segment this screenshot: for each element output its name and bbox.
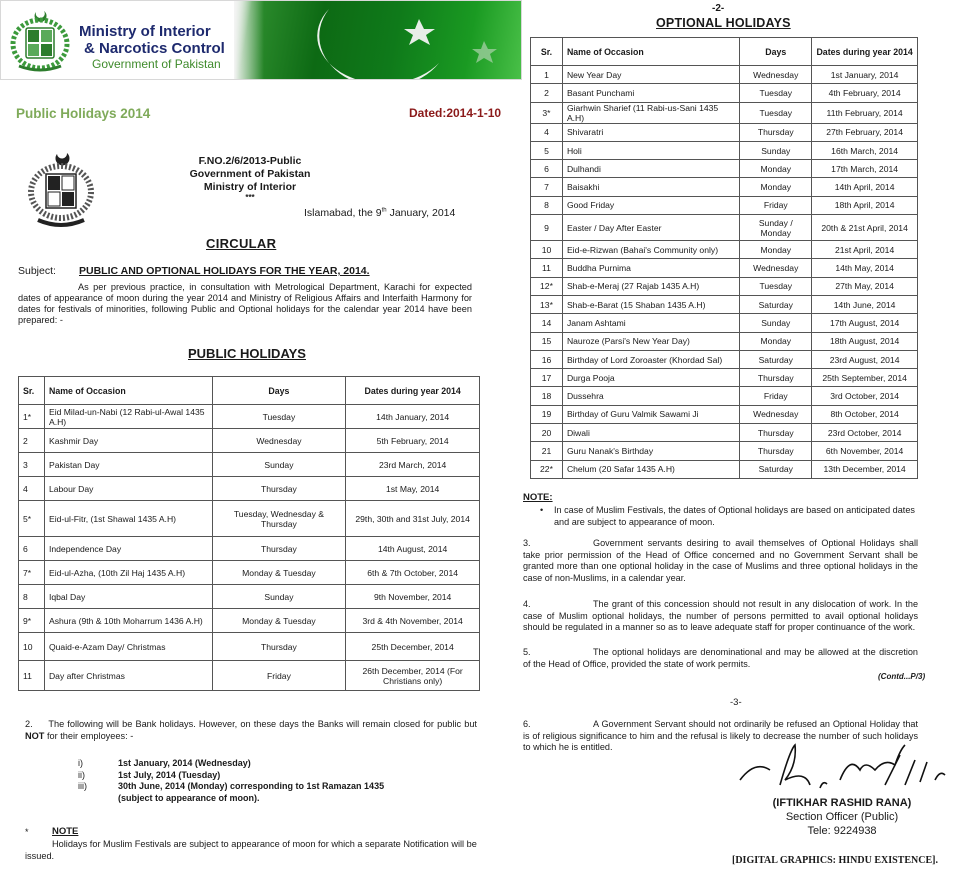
- paragraph-5: 5. The optional holidays are denominational and may be allowed at the discretion of the Head of Office, provided the state of work permits.: [523, 647, 918, 669]
- page-title: Public Holidays 2014: [16, 106, 151, 121]
- watermark-credit: [DIGITAL GRAPHICS: HINDU EXISTENCE].: [732, 855, 938, 866]
- cell-days: Tuesday: [740, 84, 812, 102]
- cell-sr: 11: [531, 259, 563, 277]
- cell-days: Saturday: [740, 460, 812, 478]
- cell-days: Thursday: [212, 477, 346, 501]
- table-row: [531, 295, 918, 313]
- table-row: [19, 609, 480, 633]
- cell-date: 23rd March, 2014: [346, 453, 480, 477]
- cell-date: 8th October, 2014: [812, 405, 918, 423]
- cell-occasion: Eid-ul-Azha, (10th Zil Haj 1435 A.H): [44, 561, 212, 585]
- table-row: [19, 633, 480, 661]
- table-row: [19, 561, 480, 585]
- cell-sr: 1*: [19, 405, 45, 429]
- cell-sr: 18: [531, 387, 563, 405]
- cell-occasion: Baisakhi: [562, 178, 739, 196]
- cell-sr: 22*: [531, 460, 563, 478]
- page-number-2: -2-: [712, 3, 725, 14]
- table-row: [531, 102, 918, 123]
- cell-sr: 19: [531, 405, 563, 423]
- table-row: [531, 442, 918, 460]
- cell-date: 14th June, 2014: [812, 295, 918, 313]
- table-row: [531, 241, 918, 259]
- cell-date: 23rd August, 2014: [812, 350, 918, 368]
- column-header-days: Days: [740, 38, 812, 66]
- table-row: [19, 661, 480, 691]
- page-number-3: -3-: [730, 697, 742, 708]
- table-row: [531, 314, 918, 332]
- cell-days: Thursday: [740, 123, 812, 141]
- cell-date: 18th August, 2014: [812, 332, 918, 350]
- cell-date: 27th May, 2014: [812, 277, 918, 295]
- table-row: [531, 215, 918, 241]
- paragraph-6: 6. A Government Servant should not ordinarily be refused an Optional Holiday that is of religious significance to him and the refusal is likely to decrease the number of such holidays to which he is entitled.: [523, 719, 918, 752]
- cell-sr: 8: [19, 585, 45, 609]
- ministry-banner: [0, 0, 522, 80]
- cell-occasion: Quaid-e-Azam Day/ Christmas: [44, 633, 212, 661]
- paragraph-3: 3. Government servants desiring to avail themselves of Optional Holidays shall take prior permission of the Head of Office concerned and no Government Servant shall be granted more than one optional holiday in the case of Muslims and three optional holidays in the case of non-Muslims, in a calendar year.: [523, 538, 918, 583]
- cell-occasion: Janam Ashtami: [562, 314, 739, 332]
- cell-date: 20th & 21st April, 2014: [812, 215, 918, 241]
- cell-date: 17th March, 2014: [812, 160, 918, 178]
- optional-note-label: NOTE:: [523, 492, 553, 503]
- table-row: [531, 332, 918, 350]
- bank-holidays-list: [78, 758, 384, 804]
- cell-days: Tuesday: [212, 405, 346, 429]
- cell-date: 11th February, 2014: [812, 102, 918, 123]
- optional-holidays-heading: OPTIONAL HOLIDAYS: [656, 16, 791, 30]
- cell-days: Sunday: [212, 453, 346, 477]
- file-reference: [160, 155, 340, 202]
- cell-sr: 10: [531, 241, 563, 259]
- table-header-row: [19, 377, 480, 405]
- table-row: [531, 350, 918, 368]
- cell-sr: 9*: [19, 609, 45, 633]
- cell-date: 14th May, 2014: [812, 259, 918, 277]
- cell-occasion: Iqbal Day: [44, 585, 212, 609]
- cell-days: Thursday: [740, 442, 812, 460]
- column-header-days: Days: [212, 377, 346, 405]
- cell-occasion: Dulhandi: [562, 160, 739, 178]
- cell-sr: 8: [531, 196, 563, 214]
- cell-days: Thursday: [740, 369, 812, 387]
- cell-sr: 2: [19, 429, 45, 453]
- table-row: [19, 537, 480, 561]
- cell-occasion: Giarhwin Sharief (11 Rabi-us-Sani 1435 A.H): [562, 102, 739, 123]
- cell-sr: 4: [531, 123, 563, 141]
- cell-occasion: Durga Pooja: [562, 369, 739, 387]
- circular-heading: CIRCULAR: [206, 236, 277, 251]
- table-row: [531, 460, 918, 478]
- cell-sr: 4: [19, 477, 45, 501]
- table-row: [19, 429, 480, 453]
- cell-sr: 21: [531, 442, 563, 460]
- cell-occasion: Birthday of Guru Valmik Sawami Ji: [562, 405, 739, 423]
- state-emblem-icon: [26, 150, 96, 228]
- file-number: F.NO.2/6/2013-Public: [198, 155, 302, 167]
- signatory-name: (IFTIKHAR RASHID RANA): [772, 797, 912, 809]
- cell-date: 14th August, 2014: [346, 537, 480, 561]
- cell-occasion: Chelum (20 Safar 1435 A.H): [562, 460, 739, 478]
- cell-days: Monday: [740, 160, 812, 178]
- cell-days: Monday: [740, 241, 812, 259]
- cell-occasion: Good Friday: [562, 196, 739, 214]
- list-item: iii) 30th June, 2014 (Monday) corresponding to 1st Ramazan 1435: [78, 781, 385, 791]
- cell-sr: 3: [19, 453, 45, 477]
- banner-government: Government of Pakistan: [92, 57, 221, 71]
- dated-label: Dated:2014-1-10: [409, 106, 502, 120]
- place-and-date: Islamabad, the 9th January, 2014: [304, 207, 456, 219]
- cell-occasion: Independence Day: [44, 537, 212, 561]
- column-header-name: Name of Occasion: [44, 377, 212, 405]
- cell-days: Friday: [212, 661, 346, 691]
- cell-date: 17th August, 2014: [812, 314, 918, 332]
- cell-date: 6th November, 2014: [812, 442, 918, 460]
- cell-days: Monday: [740, 332, 812, 350]
- cell-date: 26th December, 2014 (For Christians only): [346, 661, 480, 691]
- cell-days: Thursday: [740, 424, 812, 442]
- cell-date: 5th February, 2014: [346, 429, 480, 453]
- cell-sr: 16: [531, 350, 563, 368]
- cell-occasion: Dussehra: [562, 387, 739, 405]
- cell-occasion: Birthday of Lord Zoroaster (Khordad Sal): [562, 350, 739, 368]
- cell-sr: 11: [19, 661, 45, 691]
- cell-occasion: Diwali: [562, 424, 739, 442]
- government-name: Government of Pakistan: [189, 168, 311, 180]
- table-row: [531, 277, 918, 295]
- cell-occasion: Eid Milad-un-Nabi (12 Rabi-ul-Awal 1435 A.H): [44, 405, 212, 429]
- column-header-sr: Sr.: [531, 38, 563, 66]
- cell-date: 9th November, 2014: [346, 585, 480, 609]
- cell-days: Saturday: [740, 350, 812, 368]
- signatory-title: Section Officer (Public): [785, 811, 899, 823]
- public-holidays-heading: PUBLIC HOLIDAYS: [188, 346, 306, 361]
- cell-days: Saturday: [740, 295, 812, 313]
- cell-date: 27th February, 2014: [812, 123, 918, 141]
- cell-date: 3rd October, 2014: [812, 387, 918, 405]
- table-row: [531, 369, 918, 387]
- cell-date: 23rd October, 2014: [812, 424, 918, 442]
- paragraph-4: 4. The grant of this concession should not result in any dislocation of work. In the case of Muslim optional holidays, the number of persons permitted to avail optional holidays should be regulated in a manner so as to leave adequate staff for proper continuance of the work.: [523, 599, 918, 632]
- intro-paragraph: As per previous practice, in consultation with Metrological Department, Karachi for expected dates of appearance of moon during the year 2014 and Ministry of Religious Affairs and Interfaith Harmony for dates for festivals of minorities, following Public and Optional holidays for the calendar year 2014 have been prepared: -: [18, 282, 472, 325]
- cell-occasion: Pakistan Day: [44, 453, 212, 477]
- cell-days: Monday & Tuesday: [212, 561, 346, 585]
- optional-holidays-table: [530, 37, 918, 479]
- cell-occasion: Shab-e-Meraj (27 Rajab 1435 A.H): [562, 277, 739, 295]
- column-header-name: Name of Occasion: [562, 38, 739, 66]
- pakistan-flag-crescent-star-icon: [234, 1, 522, 80]
- bank-holidays-paragraph: 2. The following will be Bank holidays. However, on these days the Banks will remain closed for public but NOT for their employees: -: [25, 719, 477, 741]
- cell-sr: 15: [531, 332, 563, 350]
- cell-sr: 1: [531, 66, 563, 84]
- cell-days: Wednesday: [740, 405, 812, 423]
- cell-days: Sunday / Monday: [740, 215, 812, 241]
- cell-days: Sunday: [740, 314, 812, 332]
- cell-date: 1st May, 2014: [346, 477, 480, 501]
- list-item-note: (subject to appearance of moon).: [118, 792, 260, 803]
- cell-date: 1st January, 2014: [812, 66, 918, 84]
- table-row: [531, 84, 918, 102]
- cell-sr: 7: [531, 178, 563, 196]
- ministry-name: Ministry of Interior: [203, 181, 297, 193]
- cell-sr: 12*: [531, 277, 563, 295]
- cell-days: Monday: [740, 178, 812, 196]
- table-row: [19, 477, 480, 501]
- cell-occasion: Basant Punchami: [562, 84, 739, 102]
- cell-sr: 14: [531, 314, 563, 332]
- table-row: [19, 405, 480, 429]
- table-row: [531, 196, 918, 214]
- table-row: [531, 259, 918, 277]
- subject-label: Subject:: [18, 265, 56, 277]
- cell-occasion: Eid-e-Rizwan (Bahai's Community only): [562, 241, 739, 259]
- cell-sr: 10: [19, 633, 45, 661]
- cell-days: Tuesday: [740, 102, 812, 123]
- cell-occasion: Shivaratri: [562, 123, 739, 141]
- cell-occasion: Holi: [562, 141, 739, 159]
- cell-days: Wednesday: [740, 66, 812, 84]
- cell-sr: 20: [531, 424, 563, 442]
- cell-occasion: Nauroze (Parsi's New Year Day): [562, 332, 739, 350]
- cell-date: 18th April, 2014: [812, 196, 918, 214]
- cell-sr: 17: [531, 369, 563, 387]
- cell-sr: 7*: [19, 561, 45, 585]
- pakistan-emblem-icon: [9, 6, 71, 74]
- table-row: [531, 141, 918, 159]
- cell-occasion: Eid-ul-Fitr, (1st Shawal 1435 A.H): [44, 501, 212, 537]
- cell-occasion: New Year Day: [562, 66, 739, 84]
- cell-sr: 6: [19, 537, 45, 561]
- cell-occasion: Buddha Purnima: [562, 259, 739, 277]
- cell-occasion: Guru Nanak's Birthday: [562, 442, 739, 460]
- cell-days: Thursday: [212, 537, 346, 561]
- cell-occasion: Labour Day: [44, 477, 212, 501]
- note-asterisk: *: [25, 827, 29, 837]
- cell-days: Wednesday: [212, 429, 346, 453]
- cell-sr: 2: [531, 84, 563, 102]
- public-holidays-table: [18, 376, 480, 691]
- cell-date: 25th September, 2014: [812, 369, 918, 387]
- list-item: ii) 1st July, 2014 (Tuesday): [78, 769, 221, 780]
- pakistan-flag-image: [234, 1, 522, 80]
- table-row: [531, 178, 918, 196]
- table-row: [531, 66, 918, 84]
- table-row: [531, 424, 918, 442]
- column-header-date: Dates during year 2014: [346, 377, 480, 405]
- cell-occasion: Ashura (9th & 10th Moharrum 1436 A.H): [44, 609, 212, 633]
- subject-text: PUBLIC AND OPTIONAL HOLIDAYS FOR THE YEAR, 2014.: [79, 265, 370, 277]
- banner-ministry-name: Ministry of Interior: [79, 23, 211, 40]
- signatory-block: [762, 796, 922, 838]
- cell-days: Wednesday: [740, 259, 812, 277]
- column-header-sr: Sr.: [19, 377, 45, 405]
- cell-occasion: Shab-e-Barat (15 Shaban 1435 A.H): [562, 295, 739, 313]
- note-text: Holidays for Muslim Festivals are subject to appearance of moon for which a separate Notification will be issued.: [25, 839, 477, 861]
- signatory-phone: Tele: 9224938: [807, 825, 877, 837]
- cell-date: 29th, 30th and 31st July, 2014: [346, 501, 480, 537]
- list-item: i) 1st January, 2014 (Wednesday): [78, 758, 251, 768]
- cell-days: Friday: [740, 387, 812, 405]
- cell-date: 25th December, 2014: [346, 633, 480, 661]
- cell-sr: 13*: [531, 295, 563, 313]
- cell-sr: 5: [531, 141, 563, 159]
- cell-sr: 3*: [531, 102, 563, 123]
- cell-sr: 9: [531, 215, 563, 241]
- table-row: [531, 405, 918, 423]
- optional-note-bullet: • In case of Muslim Festivals, the dates of Optional holidays are based on anticipated dates and are subject to appearance of moon.: [540, 505, 920, 528]
- cell-days: Monday & Tuesday: [212, 609, 346, 633]
- table-row: [19, 501, 480, 537]
- cell-occasion: Kashmir Day: [44, 429, 212, 453]
- note-label: NOTE: [52, 826, 79, 837]
- cell-date: 21st April, 2014: [812, 241, 918, 259]
- cell-date: 3rd & 4th November, 2014: [346, 609, 480, 633]
- cell-days: Tuesday: [740, 277, 812, 295]
- table-row: [19, 453, 480, 477]
- continued-label: (Contd...P/3): [878, 672, 926, 681]
- handwritten-signature-icon: [735, 740, 960, 798]
- cell-days: Sunday: [740, 141, 812, 159]
- cell-sr: 6: [531, 160, 563, 178]
- cell-date: 14th January, 2014: [346, 405, 480, 429]
- table-row: [19, 585, 480, 609]
- table-header-row: [531, 38, 918, 66]
- cell-date: 6th & 7th October, 2014: [346, 561, 480, 585]
- cell-occasion: Easter / Day After Easter: [562, 215, 739, 241]
- table-row: [531, 387, 918, 405]
- cell-date: 16th March, 2014: [812, 141, 918, 159]
- banner-ministry-name-2: & Narcotics Control: [84, 40, 225, 57]
- table-row: [531, 123, 918, 141]
- cell-date: 14th April, 2014: [812, 178, 918, 196]
- cell-days: Sunday: [212, 585, 346, 609]
- cell-days: Friday: [740, 196, 812, 214]
- cell-days: Thursday: [212, 633, 346, 661]
- table-row: [531, 160, 918, 178]
- separator-stars: ***: [245, 193, 255, 202]
- column-header-date: Dates during year 2014: [812, 38, 918, 66]
- cell-days: Tuesday, Wednesday & Thursday: [212, 501, 346, 537]
- cell-sr: 5*: [19, 501, 45, 537]
- cell-date: 4th February, 2014: [812, 84, 918, 102]
- cell-date: 13th December, 2014: [812, 460, 918, 478]
- cell-occasion: Day after Christmas: [44, 661, 212, 691]
